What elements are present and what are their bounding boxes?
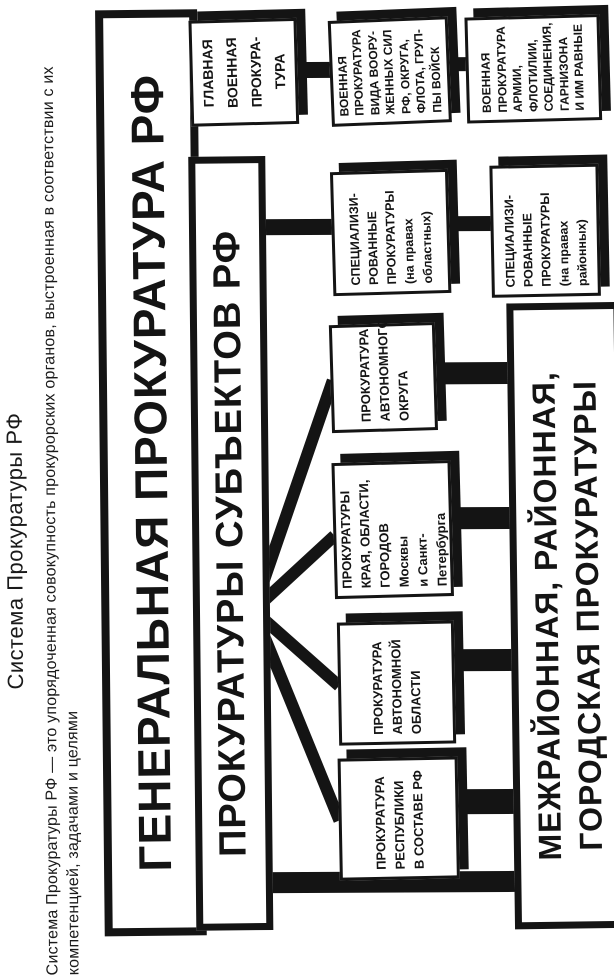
connector-oblast-to-interdistrict — [445, 649, 515, 671]
node-spec-regional-label: СПЕЦИАЛИЗИ- РОВАННЫЕ ПРОКУРАТУРЫ (на правах областных) — [346, 190, 436, 286]
connector-okrug-to-interdistrict — [437, 362, 513, 384]
node-military-army-label: ВОЕННАЯ ПРОКУРАТУРА АРМИИ, ФЛОТИЛИИ, СОЕДИНЕНИЯ, ГАРНИЗОНА И ИМ РАВНЫЕ — [478, 22, 588, 114]
node-interdistrict-prosecutors — [506, 302, 614, 930]
node-autonomous-oblast-prosecutor — [337, 620, 456, 745]
node-general-label: ГЕНЕРАЛЬНАЯ ПРОКУРАТУРА РФ — [120, 73, 182, 872]
node-specialized-regional-prosecutors — [330, 169, 451, 296]
node-krai-oblast-city-prosecutors — [331, 460, 454, 599]
node-subjects-label: ПРОКУРАТУРЫ СУБЪЕКТОВ РФ — [206, 229, 255, 858]
page-title: Система Прокуратуры РФ — [1, 412, 29, 690]
definition-text: Система Прокуратуры РФ — это упорядоченная совокупность прокурорских органов, выстроенная в соответствии с их компетенцией, задачами и целями — [39, 66, 83, 976]
node-general-prosecutors-office — [95, 9, 207, 936]
node-military-branch-prosecutors — [328, 16, 452, 127]
node-krai-label: ПРОКУРАТУРЫ КРАЯ, ОБЛАСТИ, ГОРОДОВ Москвы и Санкт-Петербурга — [336, 479, 450, 589]
node-interdistrict-label: МЕЖРАЙОННАЯ, РАЙОННАЯ, ГОРОДСКАЯ ПРОКУРАТУРЫ — [525, 371, 609, 861]
node-specialized-district-prosecutors — [489, 164, 601, 298]
node-spec-district-label: СПЕЦИАЛИЗИ- РОВАННЫЕ ПРОКУРАТУРЫ (на правах районных) — [501, 192, 590, 288]
node-military-army-prosecutors — [464, 14, 602, 123]
node-republic-prosecutor — [338, 756, 460, 880]
node-main-military-label: ГЛАВНАЯ ВОЕННАЯ ПРОКУРА- ТУРА — [198, 36, 289, 109]
node-subject-prosecutors — [188, 156, 273, 931]
node-main-military-prosecutors-office — [188, 18, 299, 127]
node-republic-label: ПРОКУРАТУРА РЕСПУБЛИКИ В СОСТАВЕ РФ — [371, 769, 427, 871]
connector-krai-to-interdistrict — [442, 507, 514, 529]
node-okrug-label: ПРОКУРАТУРА АВТОНОМНОГО ОКРУГА — [355, 318, 412, 423]
node-military-branch-label: ВОЕННАЯ ПРОКУРАТУРА ВИДА ВООРУ- ЖЕННЫХ СИЛ РФ, ОКРУГА, ФЛОТА, ГРУП- ПЫ ВОЙСК — [334, 28, 445, 117]
node-oblast-label: ПРОКУРАТУРА АВТОНОМНОЙ ОБЛАСТИ — [369, 639, 425, 736]
node-autonomous-okrug-prosecutor — [329, 318, 438, 433]
